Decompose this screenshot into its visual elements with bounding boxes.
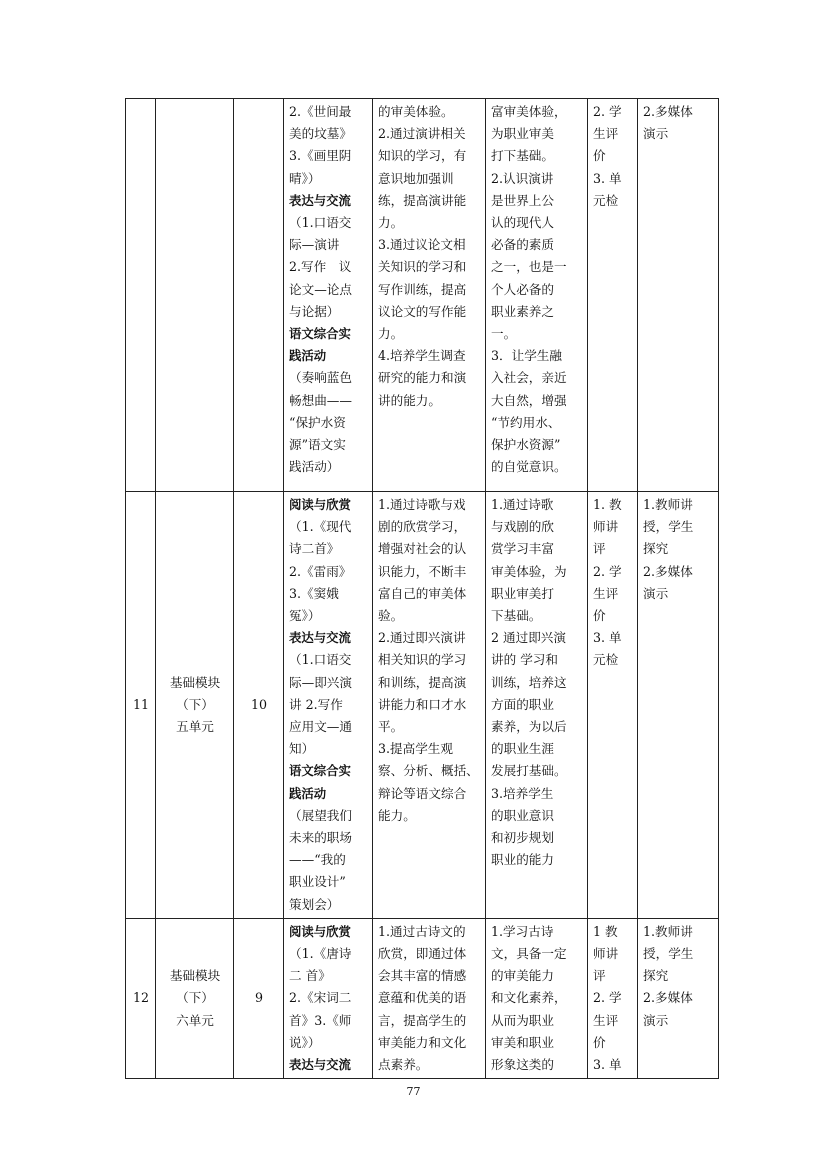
goals-line: 2.通过即兴演讲 bbox=[378, 630, 466, 646]
literacy-line: 和初步规划 bbox=[491, 830, 554, 846]
literacy-line: 认的现代人 bbox=[491, 215, 554, 231]
curriculum-table bbox=[125, 98, 719, 1079]
goals-line: 言，提高学生的 bbox=[378, 1012, 467, 1028]
assessment-line: 价 bbox=[593, 1034, 606, 1050]
assessment-line: 元检 bbox=[593, 652, 619, 668]
content-line: 阅读与欣赏 bbox=[289, 497, 351, 512]
literacy-line: 职业素养之 bbox=[491, 303, 554, 319]
assessment-line: 生评 bbox=[593, 1012, 619, 1028]
content-line: 美的坟墓》 bbox=[289, 126, 352, 142]
literacy-line: 打下基础。 bbox=[491, 148, 554, 164]
methods-line: 授，学生 bbox=[643, 519, 694, 535]
content-line: 2.《世间最 bbox=[289, 104, 352, 119]
goals-line: 能力。 bbox=[378, 807, 416, 823]
assessment-line: 3. 单 bbox=[593, 630, 622, 646]
goals-line: 会其丰富的情感 bbox=[378, 968, 467, 984]
literacy-line: 为职业审美 bbox=[491, 126, 554, 142]
literacy-line: 赏学习丰富 bbox=[491, 541, 554, 557]
literacy-line: 3．让学生融 bbox=[491, 348, 562, 364]
hours-cell bbox=[234, 492, 284, 919]
content-line: 畅想曲—— bbox=[289, 392, 352, 408]
module-line: 基础模块 bbox=[169, 674, 221, 690]
goals-line: 1.通过古诗文的 bbox=[378, 923, 466, 939]
goals-line: 2.通过演讲相关 bbox=[378, 126, 466, 142]
goals-line: 验。 bbox=[378, 608, 404, 624]
goals-cell bbox=[373, 492, 486, 919]
assessment-cell bbox=[588, 99, 638, 492]
literacy-line: 审美和职业 bbox=[491, 1034, 554, 1050]
hours-cell bbox=[234, 918, 284, 1078]
methods-line: 1.教师讲 bbox=[643, 923, 693, 939]
goals-line: 和训练，提高演 bbox=[378, 674, 467, 690]
literacy-line: 一。 bbox=[491, 326, 517, 342]
page-number: 77 bbox=[406, 1085, 421, 1098]
methods-line: 演示 bbox=[643, 585, 669, 601]
literacy-line: 2.认识演讲 bbox=[491, 170, 554, 186]
literacy-line: 是世界上公 bbox=[491, 192, 554, 208]
literacy-line: 1.通过诗歌 bbox=[491, 497, 554, 512]
literacy-line: 审美体验，为 bbox=[491, 563, 567, 579]
assessment-line: 3. 单 bbox=[593, 1057, 622, 1073]
assessment-line: 2. 学 bbox=[593, 563, 622, 579]
content-line: 语文综合实 bbox=[289, 763, 351, 779]
content-line: 阅读与欣赏 bbox=[289, 923, 351, 939]
module-line: （下） bbox=[176, 696, 214, 712]
content-line: 践活动 bbox=[289, 348, 327, 364]
row-number: 12 bbox=[132, 990, 150, 1006]
goals-line: 知识的学习，有 bbox=[378, 148, 467, 164]
content-line: 与论据） bbox=[289, 303, 340, 319]
literacy-line: 的自觉意识。 bbox=[491, 459, 567, 475]
literacy-line: 职业的能力 bbox=[491, 852, 554, 868]
content-line: 讲 2.写作 bbox=[289, 696, 343, 712]
goals-line: 讲的能力。 bbox=[378, 392, 441, 408]
assessment-line: 1. 教 bbox=[593, 497, 622, 512]
literacy-line: 保护水资源” bbox=[491, 437, 561, 453]
goals-line: 识能力，不断丰 bbox=[378, 563, 467, 579]
goals-cell bbox=[373, 99, 486, 492]
content-line: 际—即兴演 bbox=[289, 674, 352, 690]
goals-line: 议论文的写作能 bbox=[378, 303, 467, 319]
literacy-line: 的职业生涯 bbox=[491, 741, 554, 757]
hours-value: 9 bbox=[254, 990, 263, 1006]
literacy-line: 之一，也是一 bbox=[491, 259, 567, 275]
assessment-line: 评 bbox=[593, 968, 606, 984]
content-line: 诗二首》 bbox=[289, 541, 340, 557]
goals-line: 意识地加强训 bbox=[378, 170, 454, 186]
literacy-line: 的职业意识 bbox=[491, 807, 554, 823]
assessment-line: 评 bbox=[593, 541, 606, 557]
content-line: 表达与交流 bbox=[289, 192, 351, 208]
goals-line: 的审美体验。 bbox=[378, 104, 454, 119]
content-line: （1.《现代 bbox=[289, 519, 352, 535]
literacy-line: 和文化素养， bbox=[491, 990, 567, 1006]
literacy-line: 3.培养学生 bbox=[491, 785, 554, 801]
content-line: 表达与交流 bbox=[289, 1057, 351, 1073]
literacy-line: 下基础。 bbox=[491, 608, 542, 624]
goals-line: 剧的欣赏学习， bbox=[378, 519, 467, 535]
literacy-line: 必备的素质 bbox=[491, 237, 554, 253]
literacy-line: 大自然，增强 bbox=[491, 392, 567, 408]
assessment-line: 师讲 bbox=[593, 519, 619, 535]
literacy-cell bbox=[486, 99, 588, 492]
methods-line: 2.多媒体 bbox=[643, 104, 693, 119]
module-cell bbox=[156, 99, 234, 492]
goals-line: 力。 bbox=[378, 215, 404, 231]
assessment-line: 2. 学 bbox=[593, 104, 622, 119]
assessment-line: 师讲 bbox=[593, 946, 619, 962]
goals-line: 4.培养学生调查 bbox=[378, 348, 466, 364]
goals-line: 3.通过议论文相 bbox=[378, 237, 466, 253]
content-line: 二 首》 bbox=[289, 968, 331, 984]
literacy-line: 发展打基础。 bbox=[491, 763, 567, 779]
assessment-line: 生评 bbox=[593, 585, 619, 601]
content-line: 2.《雷雨》 bbox=[289, 563, 352, 579]
goals-line: 1.通过诗歌与戏 bbox=[378, 497, 466, 512]
content-line: ——“我的 bbox=[289, 852, 346, 868]
assessment-cell bbox=[588, 492, 638, 919]
literacy-line: 富审美体验， bbox=[491, 104, 567, 119]
literacy-cell bbox=[486, 918, 588, 1078]
content-line: 职业设计” bbox=[289, 874, 346, 890]
module-line: （下） bbox=[176, 990, 214, 1006]
assessment-line: 元检 bbox=[593, 192, 619, 208]
methods-line: 1.教师讲 bbox=[643, 497, 693, 512]
content-line: 3.《窦娥 bbox=[289, 585, 339, 601]
content-line: 首》3.《师 bbox=[289, 1012, 352, 1028]
methods-line: 探究 bbox=[643, 968, 669, 984]
literacy-line: 从而为职业 bbox=[491, 1012, 554, 1028]
methods-line: 演示 bbox=[643, 126, 669, 142]
literacy-line: 方面的职业 bbox=[491, 696, 554, 712]
module-cell bbox=[156, 492, 234, 919]
goals-line: 欣赏，即通过体 bbox=[378, 946, 467, 962]
literacy-line: 文，具备一定 bbox=[491, 946, 567, 962]
goals-line: 平。 bbox=[378, 719, 404, 735]
methods-line: 授，学生 bbox=[643, 946, 694, 962]
goals-line: 练，提高演讲能 bbox=[378, 192, 467, 208]
module-line: 基础模块 bbox=[169, 968, 221, 984]
assessment-line: 价 bbox=[593, 148, 606, 164]
assessment-line: 生评 bbox=[593, 126, 619, 142]
content-line: 应用文—通 bbox=[289, 719, 352, 735]
module-line: 六单元 bbox=[176, 1012, 214, 1028]
goals-line: 辩论等语文综合 bbox=[378, 785, 467, 801]
methods-line: 演示 bbox=[643, 1012, 669, 1028]
literacy-line: 训练，培养这 bbox=[491, 674, 567, 690]
content-line: 晴》） bbox=[289, 170, 321, 186]
table-row bbox=[126, 918, 719, 1078]
content-line: 源”语文实 bbox=[289, 437, 346, 453]
row-number-cell bbox=[126, 918, 156, 1078]
content-line: （奏响蓝色 bbox=[289, 370, 352, 386]
methods-line: 探究 bbox=[643, 541, 669, 557]
goals-line: 关知识的学习和 bbox=[378, 259, 467, 275]
methods-line: 2.多媒体 bbox=[643, 563, 693, 579]
literacy-line: “节约用水、 bbox=[491, 414, 561, 430]
literacy-cell bbox=[486, 492, 588, 919]
goals-line: 研究的能力和演 bbox=[378, 370, 467, 386]
goals-line: 写作训练，提高 bbox=[378, 281, 467, 297]
goals-line: 3.提高学生观 bbox=[378, 741, 453, 757]
content-line: 际—演讲 bbox=[289, 237, 340, 253]
assessment-line: 价 bbox=[593, 608, 606, 624]
assessment-cell bbox=[588, 918, 638, 1078]
literacy-line: 1.学习古诗 bbox=[491, 923, 554, 939]
content-line: 知） bbox=[289, 741, 315, 757]
hours-cell bbox=[234, 99, 284, 492]
hours-value: 10 bbox=[250, 696, 268, 712]
literacy-line: 讲的 学习和 bbox=[491, 652, 558, 668]
assessment-line: 1 教 bbox=[593, 923, 618, 939]
methods-cell bbox=[638, 99, 719, 492]
literacy-line: 形象这类的 bbox=[491, 1057, 554, 1073]
literacy-line: 个人必备的 bbox=[491, 281, 554, 297]
goals-line: 力。 bbox=[378, 326, 404, 342]
content-line: 践活动 bbox=[289, 785, 327, 801]
methods-cell bbox=[638, 918, 719, 1078]
goals-line: 富自己的审美体 bbox=[378, 585, 467, 601]
content-line: 表达与交流 bbox=[289, 630, 351, 646]
goals-line: 讲能力和口才水 bbox=[378, 696, 467, 712]
content-cell bbox=[284, 99, 373, 492]
content-line: 3.《画里阴 bbox=[289, 148, 352, 164]
content-line: （1.《唐诗 bbox=[289, 946, 352, 962]
row-number-cell bbox=[126, 492, 156, 919]
content-cell bbox=[284, 918, 373, 1078]
module-cell bbox=[156, 918, 234, 1078]
goals-line: 相关知识的学习 bbox=[378, 652, 467, 668]
table-row bbox=[126, 99, 719, 492]
content-line: 论文—论点 bbox=[289, 281, 352, 297]
row-number-cell bbox=[126, 99, 156, 492]
goals-line: 意蕴和优美的语 bbox=[378, 990, 467, 1006]
content-line: （1.口语交 bbox=[289, 652, 352, 668]
content-line: 践活动） bbox=[289, 459, 340, 475]
literacy-line: 素养，为以后 bbox=[491, 719, 567, 735]
content-line: （展望我们 bbox=[289, 807, 352, 823]
goals-line: 增强对社会的认 bbox=[378, 541, 467, 557]
goals-line: 审美能力和文化 bbox=[378, 1034, 467, 1050]
content-cell bbox=[284, 492, 373, 919]
literacy-line: 2 通过即兴演 bbox=[491, 630, 566, 646]
content-line: （1.口语交 bbox=[289, 215, 352, 231]
methods-line: 2.多媒体 bbox=[643, 990, 693, 1006]
content-line: 2.《宋词二 bbox=[289, 990, 352, 1006]
table-row bbox=[126, 492, 719, 919]
content-line: 说》） bbox=[289, 1034, 321, 1050]
literacy-line: 职业审美打 bbox=[491, 585, 554, 601]
goals-line: 点素养。 bbox=[378, 1057, 429, 1073]
literacy-line: 入社会，亲近 bbox=[491, 370, 567, 386]
assessment-line: 2. 学 bbox=[593, 990, 622, 1006]
goals-line: 察、分析、概括、 bbox=[378, 763, 479, 779]
methods-cell bbox=[638, 492, 719, 919]
literacy-line: 的审美能力 bbox=[491, 968, 554, 984]
literacy-line: 与戏剧的欣 bbox=[491, 519, 554, 535]
content-line: 冤》） bbox=[289, 608, 321, 624]
content-line: 2.写作 议 bbox=[289, 259, 352, 275]
content-line: “保护水资 bbox=[289, 414, 346, 430]
row-number: 11 bbox=[132, 696, 150, 712]
content-line: 策划会） bbox=[289, 896, 340, 912]
assessment-line: 3. 单 bbox=[593, 170, 622, 186]
content-line: 未来的职场 bbox=[289, 830, 352, 846]
module-line: 五单元 bbox=[176, 719, 214, 735]
goals-cell bbox=[373, 918, 486, 1078]
content-line: 语文综合实 bbox=[289, 326, 351, 342]
